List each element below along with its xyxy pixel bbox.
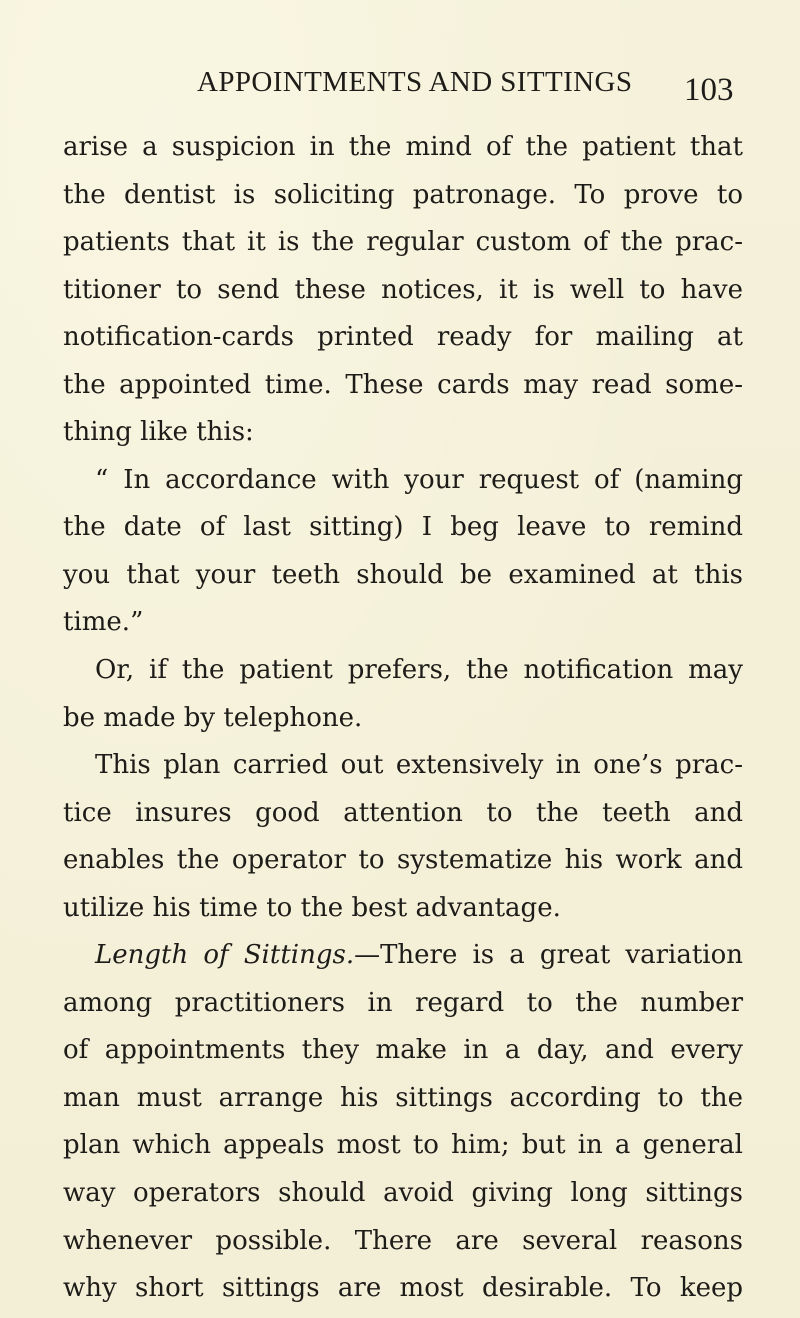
body-text <box>63 124 743 1313</box>
text-line: among practitioners in regard to the number <box>63 987 743 1018</box>
text-line: the dentist is soliciting patronage. To prove to <box>63 179 743 210</box>
section-heading: Length of Sittings. <box>95 940 355 971</box>
text-line: thing like this: <box>63 417 254 448</box>
text-line: notification-cards printed ready for mailing at <box>63 322 743 353</box>
text-line: why short sittings are most desirable. To keep <box>63 1273 743 1304</box>
text-line: tice insures good attention to the teeth and <box>63 797 743 828</box>
text-line: time.” <box>63 607 144 638</box>
text-line: you that your teeth should be examined at this <box>63 559 743 590</box>
text-line: the appointed time. These cards may read some- <box>63 369 743 400</box>
text-line: Or, if the patient prefers, the notification may <box>95 655 743 686</box>
text-line: titioner to send these notices, it is well to have <box>63 274 743 305</box>
text-line: way operators should avoid giving long sittings <box>63 1178 743 1209</box>
text-line: utilize his time to the best advantage. <box>63 892 561 923</box>
text-line: man must arrange his sittings according to the <box>63 1082 743 1113</box>
text-line: enables the operator to systematize his work and <box>63 845 743 876</box>
text-line: arise a suspicion in the mind of the patient that <box>63 132 743 162</box>
section-heading-line <box>63 932 743 980</box>
text-line: plan which appeals most to him; but in a general <box>63 1130 743 1161</box>
text-line: the date of last sitting) I beg leave to remind <box>63 512 743 543</box>
text-line: whenever possible. There are several reasons <box>63 1225 743 1256</box>
text-line: —There is a great variation <box>354 940 743 971</box>
page-number: 103 <box>684 72 734 108</box>
running-title: APPOINTMENTS AND SITTINGS <box>197 66 633 98</box>
text-line: “ In accordance with your request of (naming <box>95 464 743 495</box>
text-line: This plan carried out extensively in one’s prac- <box>95 750 743 781</box>
text-line: be made by telephone. <box>63 702 363 733</box>
text-line: patients that it is the regular custom of the prac- <box>63 227 743 258</box>
text-line: of appointments they make in a day, and every <box>63 1035 743 1066</box>
running-head <box>0 64 800 112</box>
